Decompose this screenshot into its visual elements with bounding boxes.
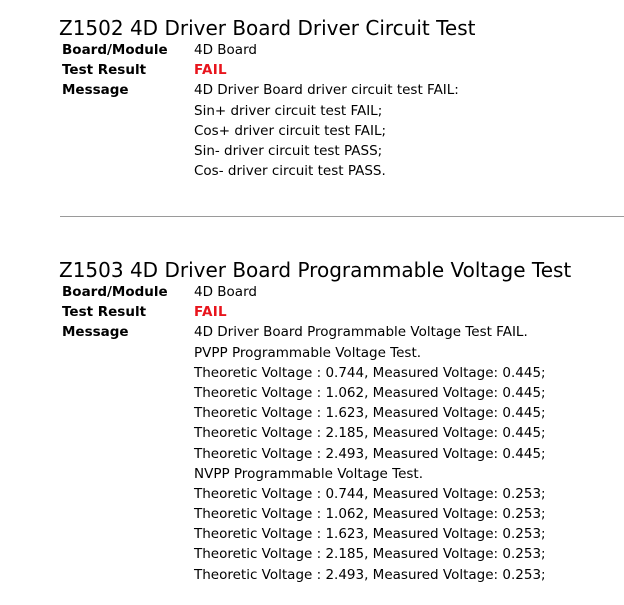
- message-row: [59, 80, 624, 180]
- test-result-label: Test Result: [62, 62, 147, 79]
- test-result-row: [59, 302, 624, 322]
- message-line: Theoretic Voltage : 1.062, Measured Voltage: 0.445;: [194, 384, 546, 401]
- test-result-status: FAIL: [194, 304, 227, 321]
- message-line: 4D Driver Board driver circuit test FAIL:: [194, 82, 459, 99]
- test-title: Z1502 4D Driver Board Driver Circuit Test: [59, 16, 476, 40]
- test-title: Z1503 4D Driver Board Programmable Voltage Test: [59, 258, 572, 282]
- board-module-value: 4D Board: [194, 42, 257, 58]
- message-line: Theoretic Voltage : 0.744, Measured Voltage: 0.253;: [194, 485, 546, 502]
- test-result-status: FAIL: [194, 62, 227, 79]
- message-line: Cos- driver circuit test PASS.: [194, 163, 386, 180]
- message-label: Message: [62, 324, 129, 341]
- message-line: Theoretic Voltage : 2.185, Measured Voltage: 0.445;: [194, 425, 546, 442]
- test-result-label: Test Result: [62, 304, 147, 321]
- message-line: Theoretic Voltage : 0.744, Measured Voltage: 0.445;: [194, 364, 546, 381]
- board-module-row: [59, 40, 624, 60]
- message-line: NVPP Programmable Voltage Test.: [194, 465, 424, 482]
- message-row: [59, 322, 624, 583]
- message-line: Theoretic Voltage : 2.185, Measured Voltage: 0.253;: [194, 546, 546, 563]
- message-lines: [194, 322, 546, 584]
- message-line: Sin- driver circuit test PASS;: [194, 142, 383, 159]
- message-line: Theoretic Voltage : 2.493, Measured Voltage: 0.445;: [194, 445, 546, 462]
- test-result-row: [59, 60, 624, 80]
- message-line: Sin+ driver circuit test FAIL;: [194, 102, 383, 119]
- message-line: Theoretic Voltage : 1.062, Measured Voltage: 0.253;: [194, 506, 546, 523]
- section-divider: [60, 216, 624, 217]
- message-line: Theoretic Voltage : 1.623, Measured Voltage: 0.253;: [194, 526, 546, 543]
- message-line: Theoretic Voltage : 1.623, Measured Voltage: 0.445;: [194, 405, 546, 422]
- board-module-value: 4D Board: [194, 284, 257, 300]
- board-module-row: [59, 282, 624, 302]
- test-section-z1503: [59, 258, 624, 583]
- message-line: Theoretic Voltage : 2.493, Measured Voltage: 0.253;: [194, 566, 546, 583]
- message-line: Cos+ driver circuit test FAIL;: [194, 122, 387, 139]
- message-lines: [194, 80, 459, 181]
- message-label: Message: [62, 82, 129, 99]
- board-module-label: Board/Module: [62, 42, 168, 58]
- board-module-label: Board/Module: [62, 284, 168, 300]
- message-line: 4D Driver Board Programmable Voltage Test FAIL.: [194, 324, 528, 341]
- message-line: PVPP Programmable Voltage Test.: [194, 344, 422, 361]
- test-section-z1502: [59, 16, 624, 180]
